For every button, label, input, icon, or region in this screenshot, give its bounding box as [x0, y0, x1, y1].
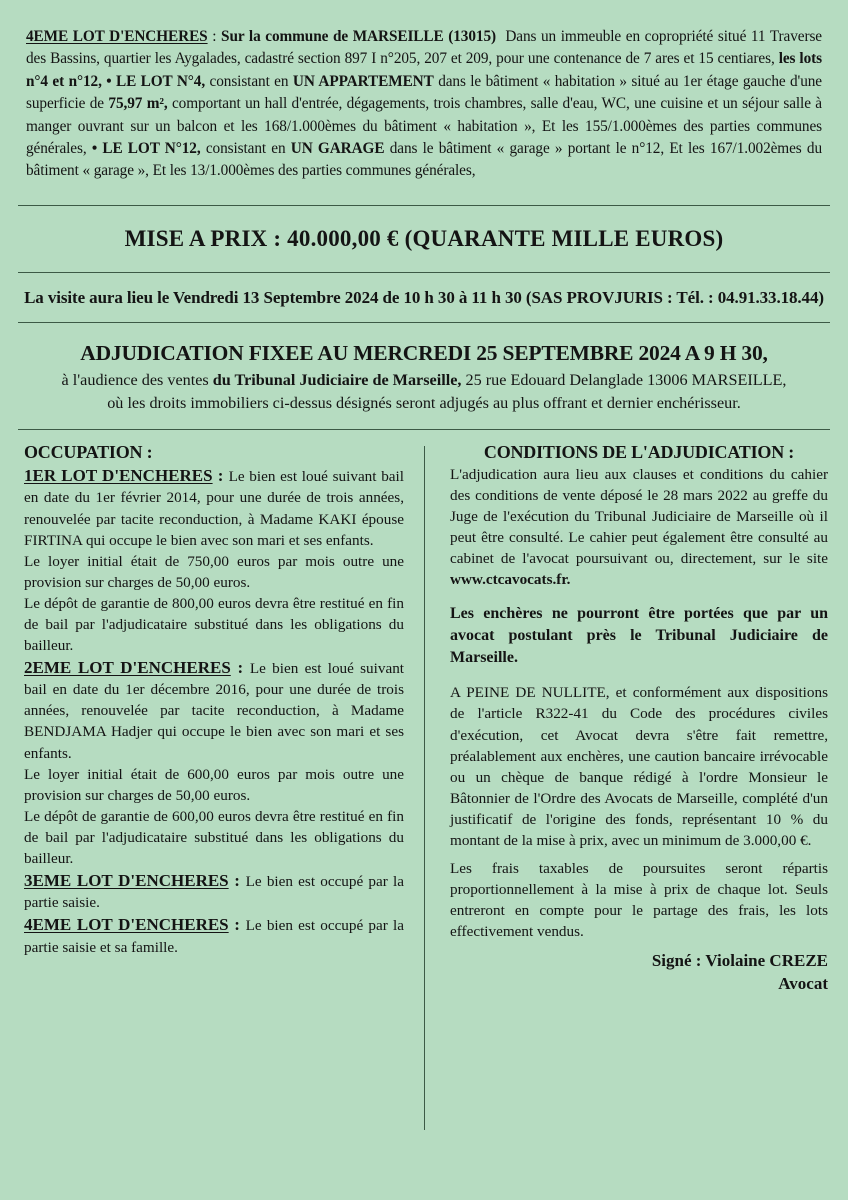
lot4-type: UN APPARTEMENT	[292, 72, 434, 90]
occupation-lot-1	[24, 464, 404, 551]
lot-heading: 4EME LOT D'ENCHERES	[26, 28, 208, 45]
lot-4-label: 4EME LOT D'ENCHERES	[24, 915, 229, 935]
occupation-lot-3	[24, 869, 404, 914]
conditions-heading: CONDITIONS DE L'ADJUDICATION :	[483, 441, 795, 462]
lot12-type: UN GARAGE	[290, 140, 385, 158]
conditions-bidder-rule: Les enchères ne pourront être portées que par un avocat postulant près le Tribunal Judiciaire de Marseille.	[450, 605, 828, 667]
venue-prefix: à l'audience des ventes	[61, 370, 213, 389]
adjudication-venue-line	[14, 369, 834, 392]
signature-name: Signé : Violaine CREZE	[651, 951, 828, 970]
lot-4-text: Le bien est occupé par la partie saisie et sa famille.	[24, 917, 404, 956]
conditions-para-1	[450, 464, 828, 590]
lot-2-deposit: Le dépôt de garantie de 600,00 euros devra être restitué en fin de bail par l'adjudicataire substitué dans les obligations du bailleur.	[24, 807, 404, 867]
lot-body-1: Dans un immeuble en copropriété situé 11 Traverse des Bassins, quartier les Aygalades, cadastré section 897 I n°205, 207 et 209, pour une contenance de 7 ares et 15 centiares,	[26, 28, 822, 68]
price-band: MISE A PRIX : 40.000,00 € (QUARANTE MILLE EUROS)	[124, 225, 724, 251]
lot-2-rent: Le loyer initial était de 600,00 euros par mois outre une provision sur charges de 50,00 euros.	[24, 765, 404, 804]
lot-description-block	[0, 0, 848, 183]
visit-band: La visite aura lieu le Vendredi 13 Septembre 2024 de 10 h 30 à 11 h 30 (SAS PROVJURIS : Tél. : 04.91.33.18.44)	[24, 287, 824, 307]
venue-court: du Tribunal Judiciaire de Marseille,	[212, 370, 462, 389]
conditions-website-link[interactable]: www.ctcavocats.fr.	[450, 571, 571, 589]
column-divider	[424, 446, 425, 1130]
lot-2-text: Le bien est loué suivant bail en date du 1er décembre 2016, pour une durée de trois années, renouvelée par tacite reconduction, à Madame BENDJAMA Hadjer qui occupe le bien avec son mari et ses enfants.	[24, 659, 405, 762]
conditions-para-3: A PEINE DE NULLITE, et conformément aux dispositions de l'article R322-41 du Code des procédures civiles d'exécution, cet Avocat devra s'être fait remettre, préalablement aux enchères, une caution bancaire irrévocable ou un chèque de banque rédigé à l'ordre Monsieur le Bâtonnier de l'Ordre des Avocats de Marseille, complété d'un justificatif de l'origine des fonds, représentant 10 % du montant de la mise à prix, avec un minimum de 3.000,00 €.	[450, 684, 828, 849]
lot-2-sep: :	[230, 657, 250, 677]
adjudication-band	[0, 323, 848, 429]
lot-body-4: comportant un hall d'entrée, dégagements, trois chambres, salle d'eau, WC, une cuisine et un séjour salle à manger ouvrant sur un balcon et les 168/1.000èmes du bâtiment « habitation », Et les 155/1.000èmes des parties communes générales,	[26, 95, 822, 158]
lot-body-6: dans le bâtiment « garage » portant le n°12, Et les 167/1.002èmes du bâtiment « garage », Et les 13/1.000èmes des parties communes générales,	[26, 140, 823, 180]
two-column-section	[0, 442, 848, 1142]
occupation-lot-2	[24, 656, 404, 764]
lot-1-deposit: Le dépôt de garantie de 800,00 euros devra être restitué en fin de bail par l'adjudicataire substitué dans les obligations du bailleur.	[24, 594, 404, 654]
divider-above-columns	[18, 429, 830, 430]
lot-3-sep: :	[228, 870, 246, 890]
lot-body-3: dans le bâtiment « habitation » situé au 1er étage gauche d'une superficie de	[26, 72, 823, 113]
occupation-column	[24, 442, 426, 1142]
occupation-heading: OCCUPATION :	[24, 441, 153, 462]
venue-address: 25 rue Edouard Delanglade 13006 MARSEILLE,	[461, 370, 787, 389]
lot-2-label: 2EME LOT D'ENCHERES	[24, 657, 231, 677]
adjudication-date-line: ADJUDICATION FIXEE AU MERCREDI 25 SEPTEMBRE 2024 A 9 H 30,	[80, 340, 768, 365]
conditions-para-4: Les frais taxables de poursuites seront répartis proportionnellement à la mise à prix de chaque lot. Seuls entreront en compte pour le partage des frais, les lots effectivement vendus.	[450, 859, 828, 940]
lot-1-label: 1ER LOT D'ENCHERES	[24, 465, 213, 485]
signature-role: Avocat	[778, 973, 828, 993]
conditions-para-1-text: L'adjudication aura lieu aux clauses et conditions du cahier des conditions de vente déposé le 28 mars 2022 au greffe du Juge de l'exécution du Tribunal Judiciaire de Marseille où il peut être consulté. Le cahier peut également être consulté au cabinet de l'avocat poursuivant ou, directement, sur le site	[450, 465, 828, 568]
lot-commune: Sur la commune de MARSEILLE (13015)	[221, 28, 496, 45]
lot4-bullet: • LE LOT N°4,	[101, 72, 206, 90]
lot-4-sep: :	[228, 915, 246, 935]
lot-1-text: Le bien est loué suivant bail en date du 1er février 2014, pour une durée de trois années, renouvelée par tacite reconduction, à Madame KAKI épouse FIRTINA qui occupe le bien avec son mari et ses enfants.	[24, 467, 404, 549]
lot-1-sep: :	[212, 465, 229, 485]
lot4-surface: 75,97 m²,	[108, 95, 168, 113]
conditions-column	[426, 442, 828, 1142]
lot-heading-separator: :	[207, 28, 222, 45]
adjudication-note-line: où les droits immobiliers ci-dessus désignés seront adjugés au plus offrant et dernier enchérisseur.	[107, 394, 741, 413]
lot-3-text: Le bien est occupé par la partie saisie.	[24, 872, 404, 912]
lot-body-5: consistant en	[200, 140, 291, 158]
signature-block	[450, 950, 828, 996]
lot-body-2: consistant en	[205, 72, 293, 90]
lot-numbers: les lots n°4 et n°12,	[26, 50, 822, 90]
occupation-lot-4	[24, 913, 404, 958]
lot12-bullet: • LE LOT N°12,	[86, 140, 201, 158]
lot-1-rent: Le loyer initial était de 750,00 euros par mois outre une provision sur charges de 50,00 euros.	[24, 552, 404, 591]
lot-3-label: 3EME LOT D'ENCHERES	[24, 870, 229, 890]
